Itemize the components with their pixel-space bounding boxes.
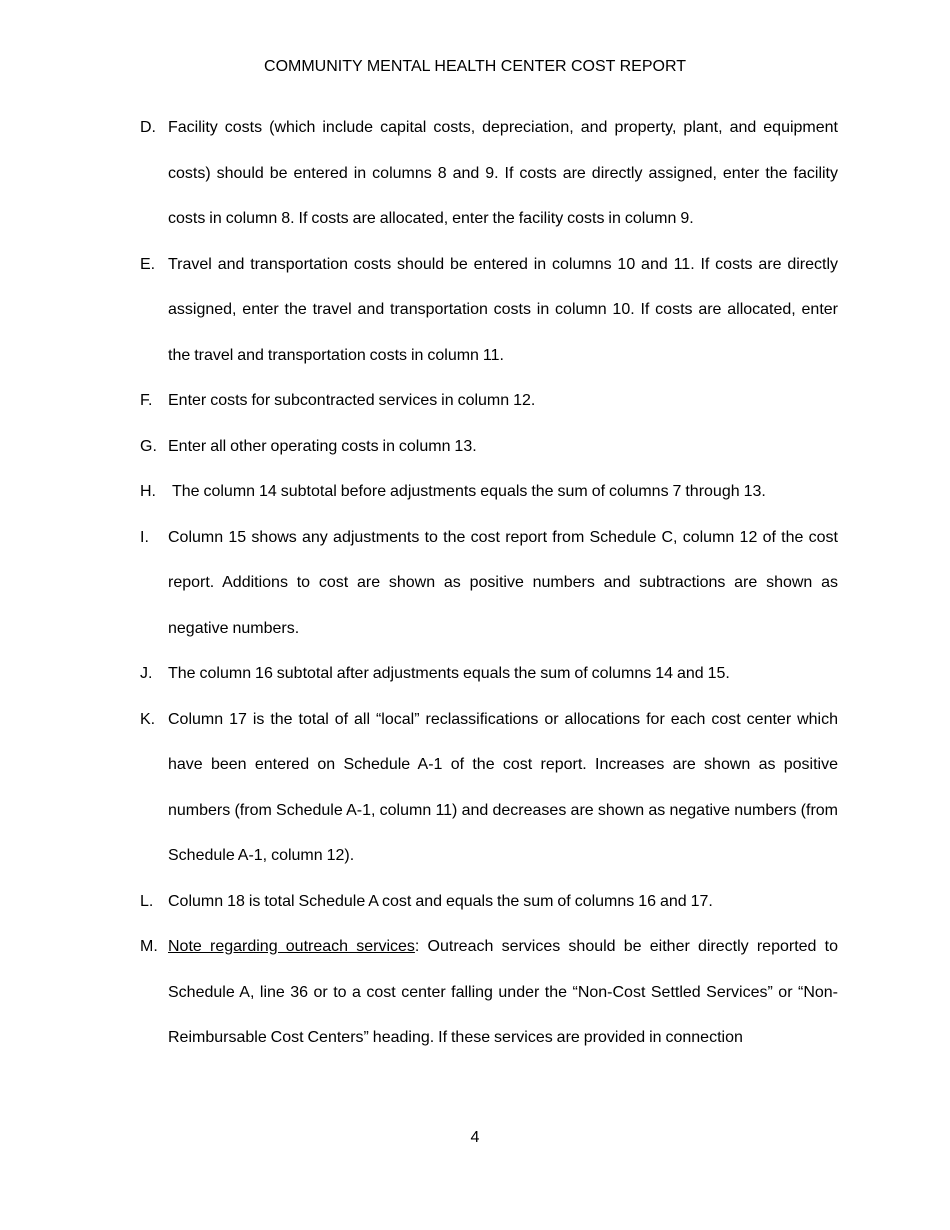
list-item — [140, 378, 838, 424]
list-item — [140, 469, 838, 515]
list-item — [140, 697, 838, 879]
outreach-note-body: : Outreach services should be either directly reported to Schedule A, line 36 or to a cost center falling under the “Non-Cost Settled Services” or “Non-Reimbursable Cost Centers” heading. If these services are provided in connection — [168, 938, 838, 1046]
list-item — [140, 242, 838, 379]
list-item — [140, 105, 838, 242]
list-item — [140, 651, 838, 697]
item-text: The column 16 subtotal after adjustments equals the sum of columns 14 and 15. — [168, 665, 730, 682]
item-text: The column 14 subtotal before adjustments equals the sum of columns 7 through 13. — [168, 483, 766, 500]
item-letter: H. — [140, 483, 156, 500]
list-item — [140, 924, 838, 1061]
item-text: Column 18 is total Schedule A cost and equals the sum of columns 16 and 17. — [168, 892, 713, 910]
outreach-note-heading: Note regarding outreach services — [168, 938, 415, 955]
list-item — [140, 879, 838, 925]
item-text: Facility costs (which include capital costs, depreciation, and property, plant, and equipment costs) should be entered in columns 8 and 9. If costs are directly assigned, enter the facility costs in column 8. If costs are allocated, enter the facility costs in column 9. — [168, 119, 838, 227]
instruction-list — [140, 105, 838, 1061]
item-text — [168, 924, 838, 1061]
list-item — [140, 424, 838, 470]
item-letter: E. — [140, 255, 156, 273]
page-number: 4 — [470, 1129, 480, 1146]
item-text: Column 15 shows any adjustments to the cost report from Schedule C, column 12 of the cost report. Additions to cost are shown as positive numbers and subtractions are shown as negative numbers. — [168, 528, 838, 637]
list-item — [140, 515, 838, 652]
item-letter: J. — [140, 665, 153, 682]
item-letter: D. — [140, 119, 156, 136]
item-letter: I. — [140, 528, 149, 546]
item-letter: F. — [140, 392, 153, 409]
item-letter: M. — [140, 938, 158, 955]
item-letter: G. — [140, 437, 157, 455]
item-letter: L. — [140, 892, 154, 910]
item-text: Travel and transportation costs should be entered in columns 10 and 11. If costs are directly assigned, enter the travel and transportation costs in column 10. If costs are allocated, enter the travel and transportation costs in column 11. — [168, 255, 838, 364]
item-text: Enter costs for subcontracted services in column 12. — [168, 392, 536, 409]
item-letter: K. — [140, 710, 156, 728]
item-text: Enter all other operating costs in column 13. — [168, 437, 477, 455]
page-header: COMMUNITY MENTAL HEALTH CENTER COST REPORT — [264, 58, 686, 75]
item-text: Column 17 is the total of all “local” reclassifications or allocations for each cost center which have been entered on Schedule A-1 of the cost report. Increases are shown as positive numbers (from Schedule A-1, column 11) and decreases are shown as negative numbers (from Schedule A-1, column 12). — [168, 710, 838, 864]
